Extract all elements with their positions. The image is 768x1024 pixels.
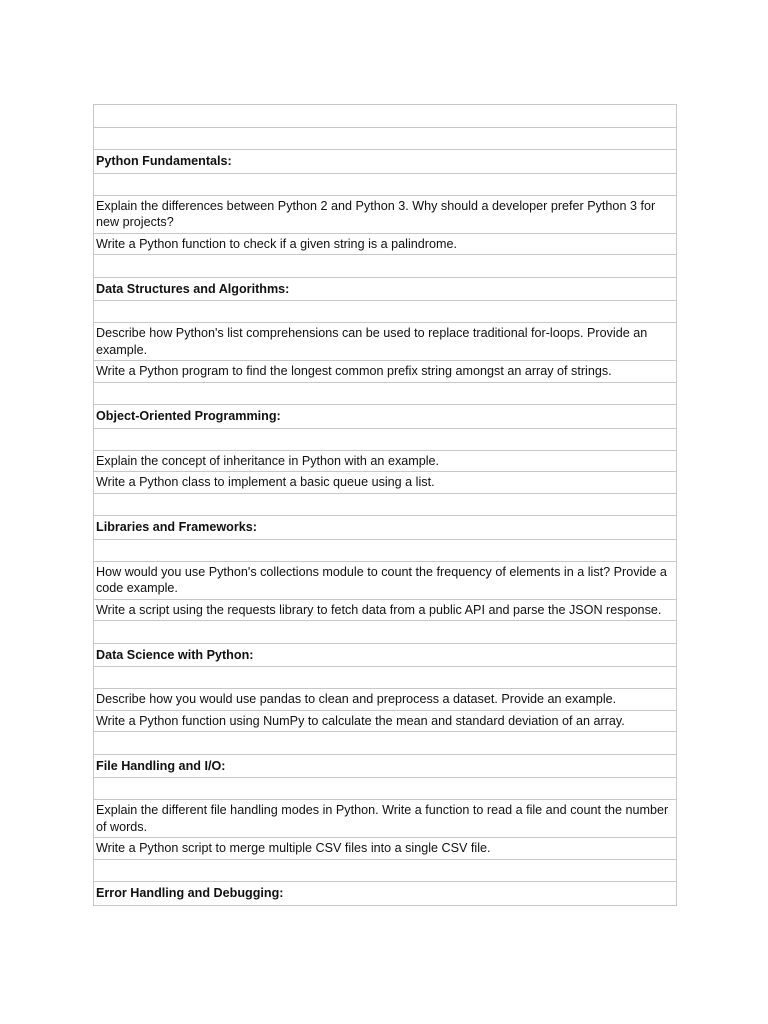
section-heading: Python Fundamentals: <box>94 150 676 174</box>
section-heading: Error Handling and Debugging: <box>94 882 676 906</box>
question-row: Explain the different file handling modes in Python. Write a function to read a file and count the number of words. <box>94 800 676 838</box>
question-row: How would you use Python's collections module to count the frequency of elements in a list? Provide a code example. <box>94 562 676 600</box>
question-row: Explain the differences between Python 2 and Python 3. Why should a developer prefer Python 3 for new projects? <box>94 196 676 234</box>
question-row: Write a Python function using NumPy to calculate the mean and standard deviation of an array. <box>94 711 676 733</box>
blank-row <box>94 105 676 128</box>
question-row: Write a Python program to find the longest common prefix string amongst an array of strings. <box>94 361 676 383</box>
blank-row <box>94 667 676 689</box>
blank-row <box>94 383 676 406</box>
question-row: Write a script using the requests library to fetch data from a public API and parse the JSON response. <box>94 600 676 622</box>
question-row: Write a Python script to merge multiple CSV files into a single CSV file. <box>94 838 676 860</box>
blank-row <box>94 778 676 800</box>
blank-row <box>94 621 676 644</box>
question-row: Write a Python class to implement a basic queue using a list. <box>94 472 676 494</box>
blank-row <box>94 540 676 562</box>
section-heading: Data Science with Python: <box>94 644 676 668</box>
blank-row <box>94 860 676 883</box>
section-heading: Libraries and Frameworks: <box>94 516 676 540</box>
blank-row <box>94 429 676 451</box>
blank-row <box>94 732 676 755</box>
section-heading: Data Structures and Algorithms: <box>94 278 676 302</box>
question-sheet <box>93 104 677 906</box>
section-heading: Object-Oriented Programming: <box>94 405 676 429</box>
blank-row <box>94 128 676 151</box>
question-row: Describe how you would use pandas to clean and preprocess a dataset. Provide an example. <box>94 689 676 711</box>
blank-row <box>94 494 676 517</box>
blank-row <box>94 301 676 323</box>
question-row: Describe how Python's list comprehensions can be used to replace traditional for-loops. Provide an example. <box>94 323 676 361</box>
question-row: Write a Python function to check if a given string is a palindrome. <box>94 234 676 256</box>
blank-row <box>94 255 676 278</box>
question-row: Explain the concept of inheritance in Python with an example. <box>94 451 676 473</box>
blank-row <box>94 174 676 196</box>
section-heading: File Handling and I/O: <box>94 755 676 779</box>
